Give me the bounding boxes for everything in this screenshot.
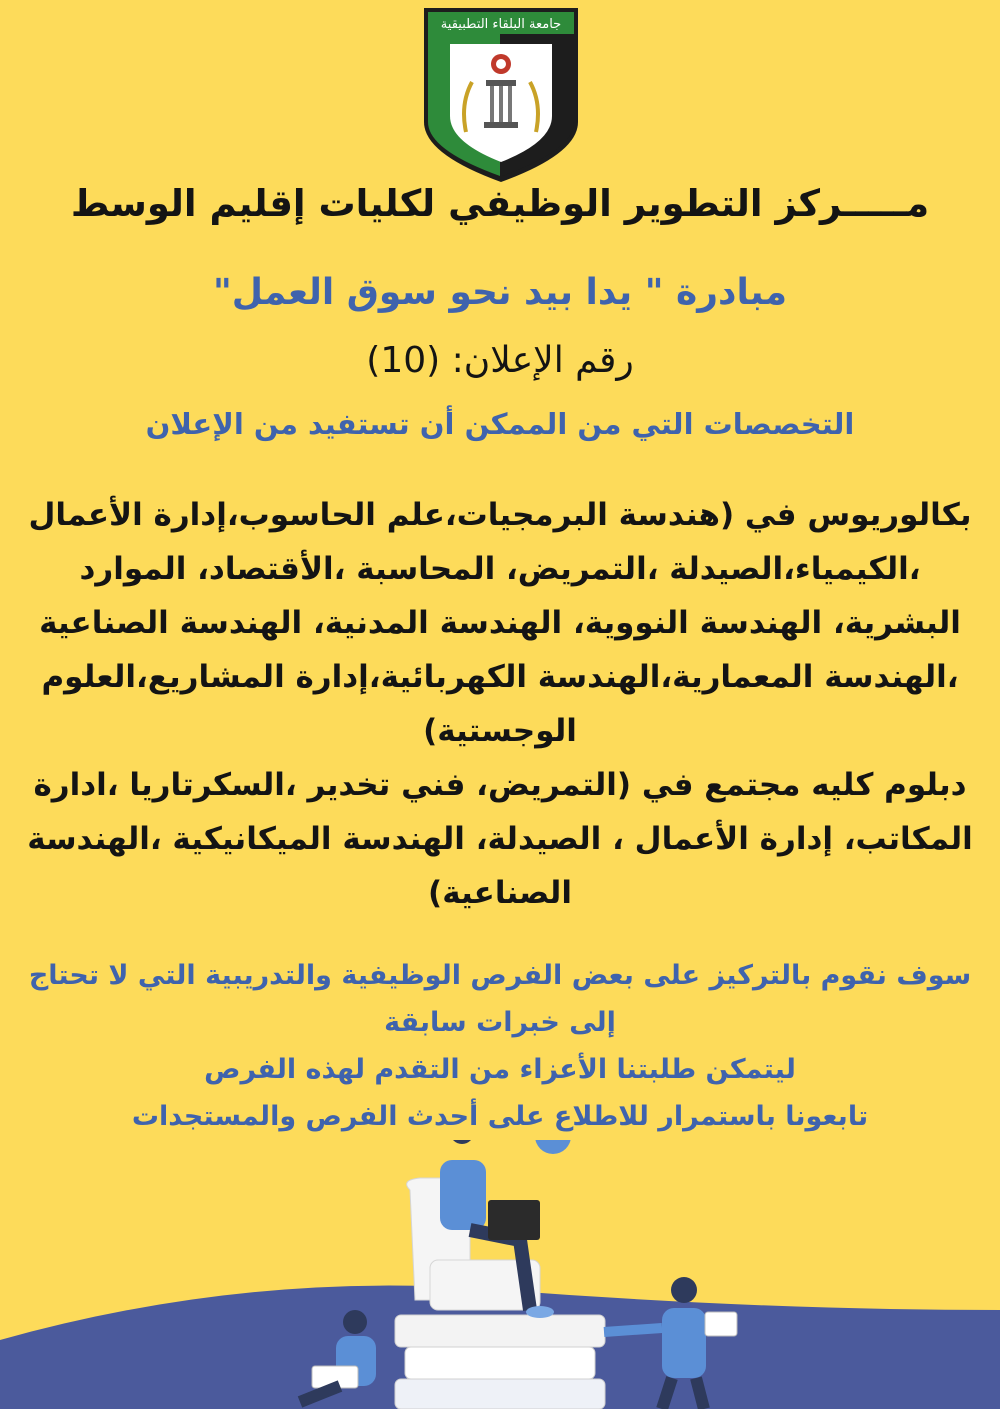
people-reading-illustration: [0, 1140, 1000, 1409]
chat-bubble-icon: [535, 1140, 571, 1154]
specializations-heading: التخصصات التي من الممكن أن تستفيد من الإعلان: [145, 407, 855, 441]
initiative-title: مبادرة " يدا بيد نحو سوق العمل": [213, 272, 787, 313]
footer-notes: [6, 952, 994, 1140]
svg-text:جامعة البلقاء التطبيقية: جامعة البلقاء التطبيقية: [440, 17, 562, 32]
diploma-specializations: دبلوم كليه مجتمع في (التمريض، فني تخدير ،السكرتاريا ،ادارة المكاتب، إدارة الأعمال ، الصيدلة، الهندسة الميكانيكية ،الهندسة الصناعية): [27, 767, 973, 911]
footer-line-2: ليتمكن طلبتنا الأعزاء من التقدم لهذه الفرص: [204, 1054, 796, 1085]
footer-line-3: تابعونا باستمرار للاطلاع على أحدث الفرص والمستجدات: [131, 1101, 869, 1132]
university-logo: [420, 4, 582, 184]
footer-line-1: سوف نقوم بالتركيز على بعض الفرص الوظيفية والتدريبية التي لا تحتاج إلى خبرات سابقة: [28, 960, 972, 1038]
ad-number: رقم الإعلان: (10): [366, 340, 634, 381]
bachelor-specializations: بكالوريوس في (هندسة البرمجيات،علم الحاسوب،إدارة الأعمال ،الكيمياء،الصيدلة ،التمريض، المحاسبة ،الأقتصاد، الموارد البشرية، الهندسة النووية، الهندسة المدنية، الهندسة الصناعية ،الهندسة المعمارية،الهندسة الكهربائية،إدارة المشاريع،العلوم الوجستية): [28, 497, 972, 749]
specializations-list: [12, 488, 988, 920]
page-title: مـــــركز التطوير الوظيفي لكليات إقليم الوسط: [70, 182, 930, 225]
